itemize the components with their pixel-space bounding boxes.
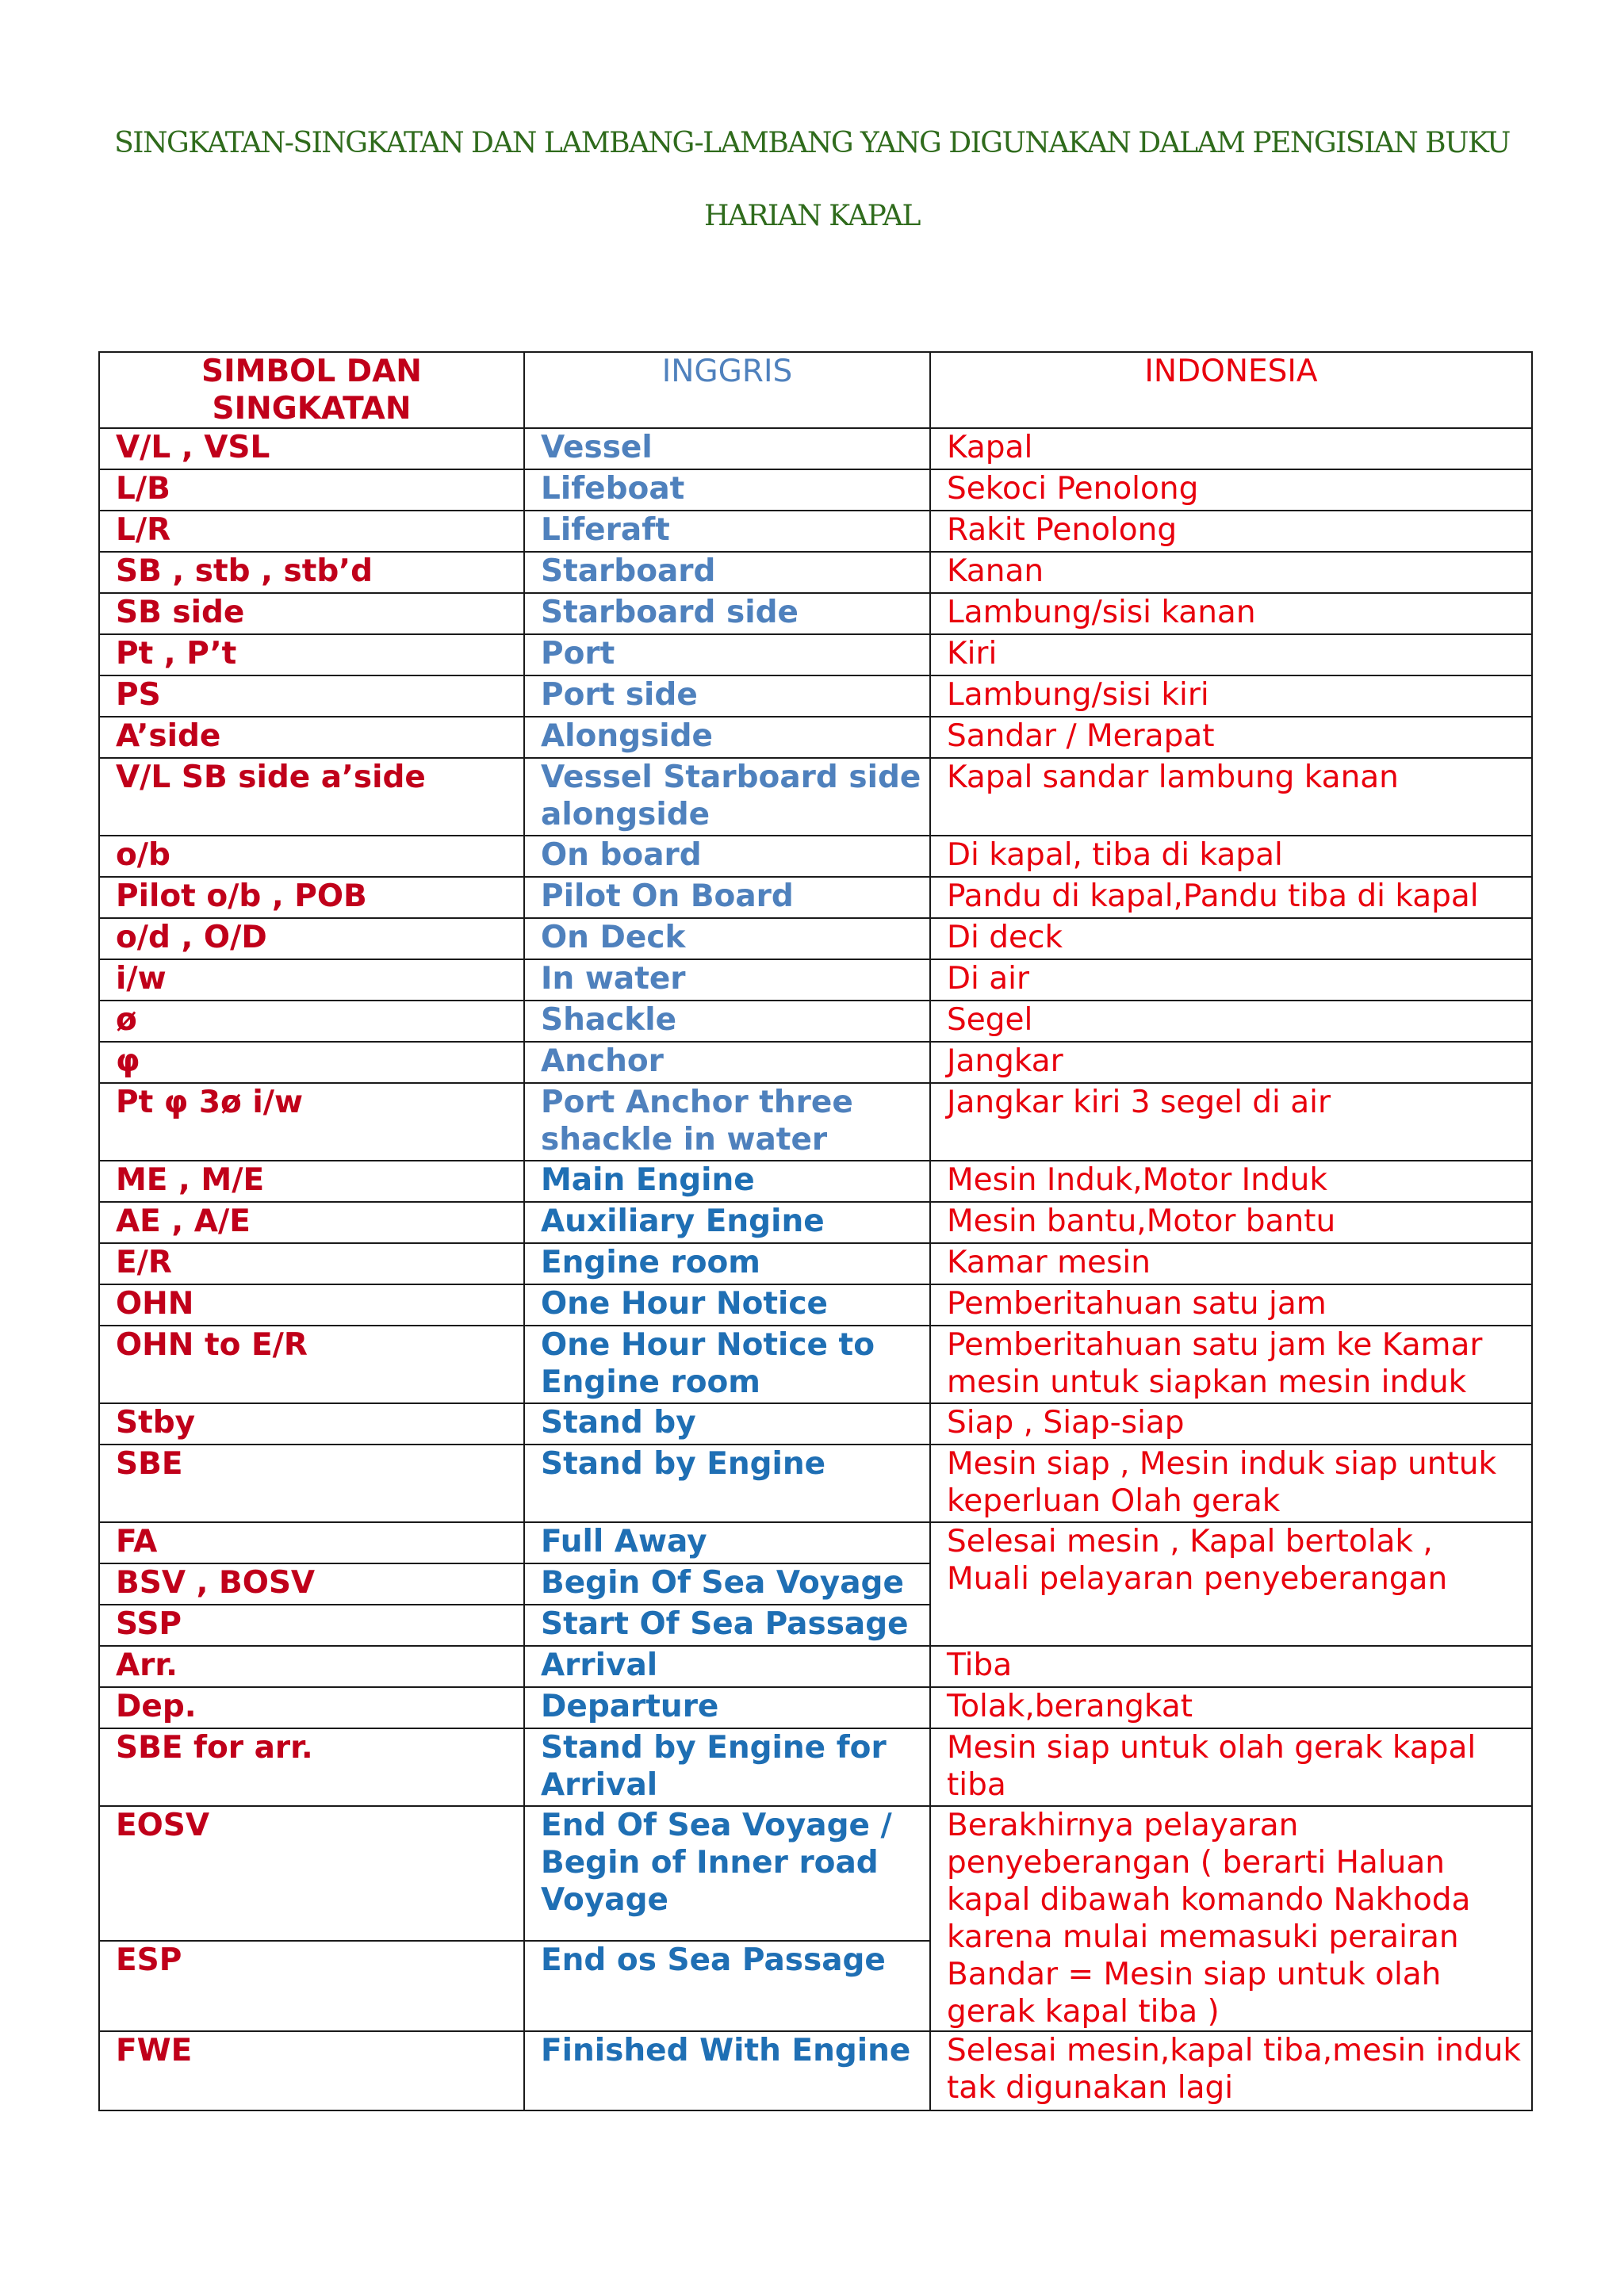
table-row xyxy=(99,1161,1532,1202)
english-cell: Shackle xyxy=(524,1001,930,1042)
symbol-cell: BSV , BOSV xyxy=(99,1563,524,1605)
symbol-cell: SB , stb , stb’d xyxy=(99,552,524,593)
english-cell: Full Away xyxy=(524,1522,930,1563)
english-cell: In water xyxy=(524,959,930,1001)
table-row xyxy=(99,959,1532,1001)
header-english: INGGRIS xyxy=(524,352,930,428)
indonesian-cell: Sandar / Merapat xyxy=(930,717,1532,758)
symbol-cell: SB side xyxy=(99,593,524,634)
symbol-cell: ø xyxy=(99,1001,524,1042)
indonesian-cell: Kapal xyxy=(930,428,1532,469)
english-cell: On board xyxy=(524,836,930,877)
abbreviations-table xyxy=(98,351,1533,2111)
document-title-line-1: SINGKATAN-SINGKATAN DAN LAMBANG-LAMBANG YANG DIGUNAKAN DALAM PENGISIAN BUKU xyxy=(114,127,1510,159)
indonesian-cell: Di deck xyxy=(930,918,1532,959)
symbol-cell: L/R xyxy=(99,511,524,552)
indonesian-cell: Lambung/sisi kanan xyxy=(930,593,1532,634)
english-cell: Port Anchor three shackle in water xyxy=(524,1083,930,1161)
indonesian-cell: Di kapal, tiba di kapal xyxy=(930,836,1532,877)
symbol-cell: SSP xyxy=(99,1605,524,1646)
symbol-cell: FA xyxy=(99,1522,524,1563)
symbol-cell: Dep. xyxy=(99,1687,524,1728)
indonesian-cell: Selesai mesin , Kapal bertolak , Muali pelayaran penyeberangan xyxy=(930,1522,1532,1646)
table-row xyxy=(99,758,1532,836)
english-cell: Main Engine xyxy=(524,1161,930,1202)
english-cell: One Hour Notice xyxy=(524,1284,930,1326)
symbol-cell: FWE xyxy=(99,2031,524,2110)
english-cell: Begin Of Sea Voyage xyxy=(524,1563,930,1605)
symbol-cell: ME , M/E xyxy=(99,1161,524,1202)
english-cell: Stand by xyxy=(524,1403,930,1445)
table-row xyxy=(99,1042,1532,1083)
indonesian-cell: Siap , Siap-siap xyxy=(930,1403,1532,1445)
english-cell: Stand by Engine xyxy=(524,1445,930,1522)
table-header-row xyxy=(99,352,1532,428)
table-row xyxy=(99,511,1532,552)
table-row xyxy=(99,1728,1532,1806)
indonesian-cell: Kamar mesin xyxy=(930,1243,1532,1284)
english-cell: Vessel xyxy=(524,428,930,469)
indonesian-cell: Berakhirnya pelayaran penyeberangan ( berarti Haluan kapal dibawah komando Nakhoda karena mulai memasuki perairan Bandar = Mesin siap untuk olah gerak kapal tiba ) xyxy=(930,1806,1532,2031)
table-row xyxy=(99,469,1532,511)
symbol-cell: OHN to E/R xyxy=(99,1326,524,1403)
table-row xyxy=(99,1284,1532,1326)
table-row xyxy=(99,1243,1532,1284)
indonesian-cell: Lambung/sisi kiri xyxy=(930,675,1532,717)
indonesian-cell: Selesai mesin,kapal tiba,mesin induk tak digunakan lagi xyxy=(930,2031,1532,2110)
symbol-cell: o/b xyxy=(99,836,524,877)
symbol-cell: PS xyxy=(99,675,524,717)
english-cell: Engine room xyxy=(524,1243,930,1284)
table-row xyxy=(99,918,1532,959)
english-cell: Starboard xyxy=(524,552,930,593)
table-row xyxy=(99,1083,1532,1161)
english-cell: Port side xyxy=(524,675,930,717)
indonesian-cell: Kapal sandar lambung kanan xyxy=(930,758,1532,836)
indonesian-cell: Mesin siap untuk olah gerak kapal tiba xyxy=(930,1728,1532,1806)
table-row xyxy=(99,675,1532,717)
symbol-cell: Pt , P’t xyxy=(99,634,524,675)
table-row xyxy=(99,2031,1532,2110)
table-row xyxy=(99,593,1532,634)
table-row xyxy=(99,1202,1532,1243)
table-row xyxy=(99,1445,1532,1522)
english-cell: Port xyxy=(524,634,930,675)
table-row xyxy=(99,1522,1532,1563)
indonesian-cell: Tolak,berangkat xyxy=(930,1687,1532,1728)
english-cell: Anchor xyxy=(524,1042,930,1083)
table-row xyxy=(99,1001,1532,1042)
symbol-cell: Stby xyxy=(99,1403,524,1445)
table-row xyxy=(99,877,1532,918)
indonesian-cell: Pandu di kapal,Pandu tiba di kapal xyxy=(930,877,1532,918)
indonesian-cell: Jangkar xyxy=(930,1042,1532,1083)
table-row xyxy=(99,634,1532,675)
indonesian-cell: Pemberitahuan satu jam ke Kamar mesin untuk siapkan mesin induk xyxy=(930,1326,1532,1403)
symbol-cell: SBE xyxy=(99,1445,524,1522)
symbol-cell: V/L , VSL xyxy=(99,428,524,469)
indonesian-cell: Mesin bantu,Motor bantu xyxy=(930,1202,1532,1243)
table-row xyxy=(99,1806,1532,1941)
table-row xyxy=(99,552,1532,593)
symbol-cell: E/R xyxy=(99,1243,524,1284)
english-cell: Alongside xyxy=(524,717,930,758)
indonesian-cell: Kiri xyxy=(930,634,1532,675)
indonesian-cell: Jangkar kiri 3 segel di air xyxy=(930,1083,1532,1161)
symbol-cell: AE , A/E xyxy=(99,1202,524,1243)
table-row xyxy=(99,717,1532,758)
english-cell: End os Sea Passage xyxy=(524,1941,930,2031)
symbol-cell: L/B xyxy=(99,469,524,511)
symbol-cell: ESP xyxy=(99,1941,524,2031)
english-cell: Finished With Engine xyxy=(524,2031,930,2110)
indonesian-cell: Mesin Induk,Motor Induk xyxy=(930,1161,1532,1202)
symbol-cell: i/w xyxy=(99,959,524,1001)
header-symbol: SIMBOL DAN SINGKATAN xyxy=(99,352,524,428)
symbol-cell: V/L SB side a’side xyxy=(99,758,524,836)
symbol-cell: o/d , O/D xyxy=(99,918,524,959)
symbol-cell: Pilot o/b , POB xyxy=(99,877,524,918)
table-row xyxy=(99,1403,1532,1445)
english-cell: Departure xyxy=(524,1687,930,1728)
english-cell: One Hour Notice to Engine room xyxy=(524,1326,930,1403)
symbol-cell: φ xyxy=(99,1042,524,1083)
english-cell: End Of Sea Voyage / Begin of Inner road Voyage xyxy=(524,1806,930,1941)
english-cell: Lifeboat xyxy=(524,469,930,511)
indonesian-cell: Sekoci Penolong xyxy=(930,469,1532,511)
indonesian-cell: Pemberitahuan satu jam xyxy=(930,1284,1532,1326)
symbol-cell: Pt φ 3ø i/w xyxy=(99,1083,524,1161)
english-cell: Stand by Engine for Arrival xyxy=(524,1728,930,1806)
symbol-cell: A’side xyxy=(99,717,524,758)
indonesian-cell: Di air xyxy=(930,959,1532,1001)
indonesian-cell: Mesin siap , Mesin induk siap untuk keperluan Olah gerak xyxy=(930,1445,1532,1522)
indonesian-cell: Kanan xyxy=(930,552,1532,593)
symbol-cell: OHN xyxy=(99,1284,524,1326)
english-cell: Start Of Sea Passage xyxy=(524,1605,930,1646)
english-cell: Pilot On Board xyxy=(524,877,930,918)
english-cell: Vessel Starboard side alongside xyxy=(524,758,930,836)
table-row xyxy=(99,1646,1532,1687)
indonesian-cell: Rakit Penolong xyxy=(930,511,1532,552)
english-cell: Starboard side xyxy=(524,593,930,634)
table-row xyxy=(99,428,1532,469)
symbol-cell: SBE for arr. xyxy=(99,1728,524,1806)
english-cell: Arrival xyxy=(524,1646,930,1687)
document-title-line-2: HARIAN KAPAL xyxy=(704,200,920,232)
table-row xyxy=(99,1326,1532,1403)
indonesian-cell: Tiba xyxy=(930,1646,1532,1687)
symbol-cell: Arr. xyxy=(99,1646,524,1687)
indonesian-cell: Segel xyxy=(930,1001,1532,1042)
english-cell: Liferaft xyxy=(524,511,930,552)
table-row xyxy=(99,836,1532,877)
table-row xyxy=(99,1687,1532,1728)
english-cell: Auxiliary Engine xyxy=(524,1202,930,1243)
header-indonesian: INDONESIA xyxy=(930,352,1532,428)
symbol-cell: EOSV xyxy=(99,1806,524,1941)
english-cell: On Deck xyxy=(524,918,930,959)
